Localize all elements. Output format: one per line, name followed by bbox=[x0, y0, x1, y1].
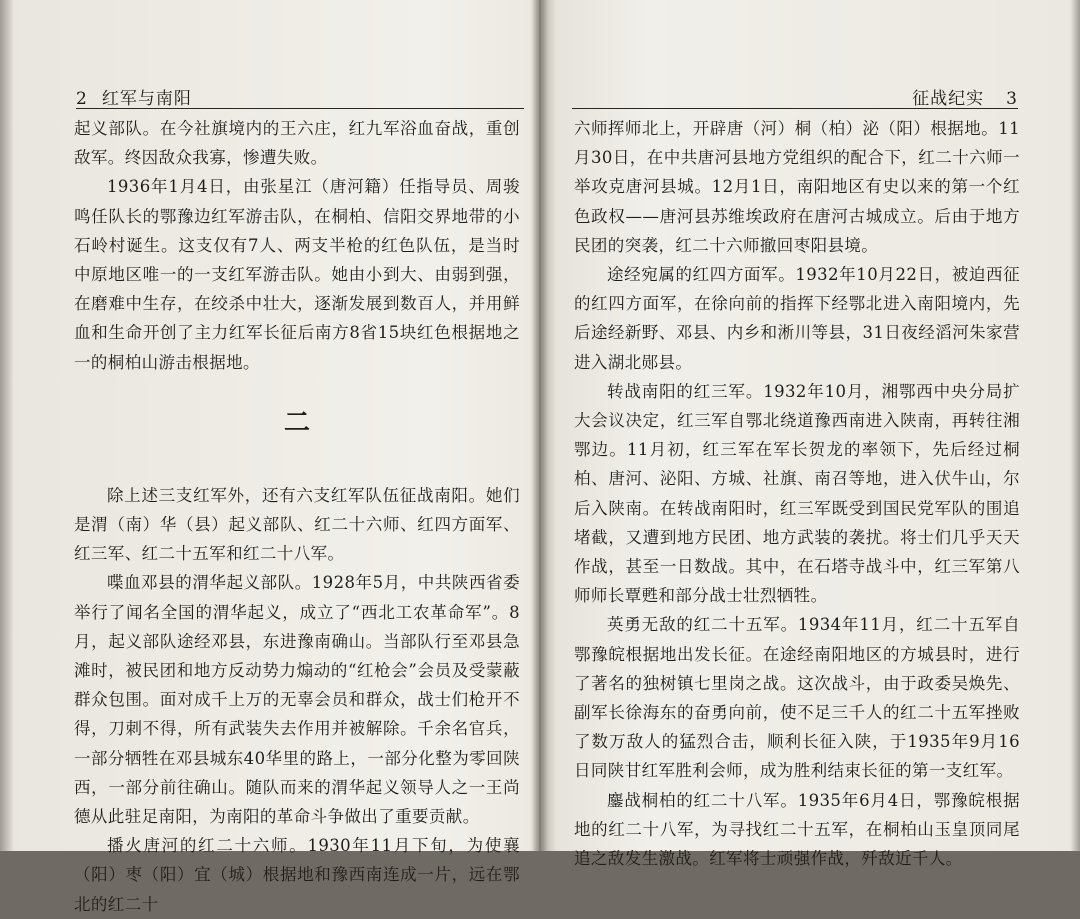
left-page-body bbox=[74, 114, 520, 919]
right-page bbox=[542, 0, 1080, 869]
left-page bbox=[0, 0, 538, 914]
right-paragraph-3: 转战南阳的红三军。1932年10月，湘鄂西中央分局扩大会议决定，红三军自鄂北绕道豫西南进入陕南，再转往湘鄂边。11月初，红三军在军长贺龙的率领下，先后经过桐柏、唐河、泌阳、方城、社旗、南召等地，进入伏牛山，尔后入陕南。在转战南阳时，红三军既受到国民党军队的围追堵截，又遭到地方民团、地方武装的袭扰。将士们几乎天天作战，甚至一日数战。其中，在石塔寺战斗中，红三军第八师师长覃甦和部分战士壮烈牺牲。 bbox=[574, 381, 1020, 606]
left-paragraph-4: 喋血邓县的渭华起义部队。1928年5月，中共陕西省委举行了闻名全国的渭华起义，成立了“西北工农革命军”。8月，起义部队途经邓县，东进豫南确山。当部队行至邓县急滩时，被民团和地方反动势力煽动的“红枪会”会员及受蒙蔽群众包围。面对成千上万的无辜会员和群众，战士们枪开不得，刀刺不得，所有武装失去作用并被解除。千余名官兵，一部分牺牲在邓县城东40华里的路上，一部分化整为零回陕西，一部分前往确山。随队而来的渭华起义领导人之一王尚德从此驻足南阳，为南阳的革命斗争做出了重要贡献。 bbox=[74, 573, 520, 827]
left-running-title: 红军与南阳 bbox=[101, 89, 192, 109]
right-page-number: 3 bbox=[1006, 89, 1018, 109]
book-gutter bbox=[532, 0, 548, 851]
right-paragraph-1: 六师挥师北上，开辟唐（河）桐（柏）泌（阳）根据地。11月30日，在中共唐河县地方党组织的配合下，红二十六师一举攻克唐河县城。12月1日，南阳地区有史以来的第一个红色政权——唐河县苏维埃政府在唐河古城成立。后由于地方民团的突袭，红二十六师撤回枣阳县境。 bbox=[574, 119, 1020, 255]
left-page-number: 2 bbox=[76, 89, 88, 109]
right-page-body bbox=[574, 114, 1020, 873]
right-paragraph-4: 英勇无敌的红二十五军。1934年11月，红二十五军自鄂豫皖根据地出发长征。在途经南阳地区的方城县时，进行了著名的独树镇七里岗之战。这次战斗，由于政委吴焕先、副军长徐海东的奋勇向前，使不足三千人的红二十五军挫败了数万敌人的猛烈合击，顺利长征入陕，于1935年9月16日同陕甘红军胜利会师，成为胜利结束长征的第一支红军。 bbox=[574, 615, 1020, 781]
right-running-header bbox=[572, 84, 1018, 109]
section-number-mark: 二 bbox=[283, 407, 310, 438]
left-paragraph-2: 1936年1月4日，由张星江（唐河籍）任指导员、周骏鸣任队长的鄂豫边红军游击队，在桐柏、信阳交界地带的小石岭村诞生。这支仅有7人、两支半枪的红色队伍，是当时中原地区唯一的一支红军游击队。她由小到大、由弱到强，在磨难中生存，在绞杀中壮大，逐渐发展到数百人，并用鲜血和生命开创了主力红军长征后南方8省15块红色根据地之一的桐柏山游击根据地。 bbox=[74, 177, 520, 372]
left-running-header bbox=[76, 84, 524, 109]
left-paragraph-1: 起义部队。在今社旗境内的王六庄，红九军浴血奋战，重创敌军。终因敌众我寡，惨遭失败。 bbox=[74, 119, 520, 168]
right-paragraph-2: 途经宛属的红四方面军。1932年10月22日，被迫西征的红四方面军，在徐向前的指挥下经鄂北进入南阳境内，先后途经新野、邓县、内乡和淅川等县，31日夜经滔河朱家营进入湖北郧县。 bbox=[574, 265, 1020, 372]
right-running-title: 征战纪实 bbox=[912, 89, 985, 109]
left-paragraph-5: 播火唐河的红二十六师。1930年11月下旬，为使襄（阳）枣（阳）宜（城）根据地和豫西南连成一片，远在鄂北的红二十 bbox=[74, 836, 520, 914]
right-paragraph-5: 鏖战桐柏的红二十八军。1935年6月4日，鄂豫皖根据地的红二十八军，为寻找红二十五军，在桐柏山玉皇顶同尾追之敌发生激战。红军将士顽强作战，歼敌近千人。 bbox=[574, 790, 1020, 869]
left-paragraph-3: 除上述三支红军外，还有六支红军队伍征战南阳。她们是渭（南）华（县）起义部队、红二十六师、红四方面军、红三军、红二十五军和红二十八军。 bbox=[74, 485, 520, 564]
